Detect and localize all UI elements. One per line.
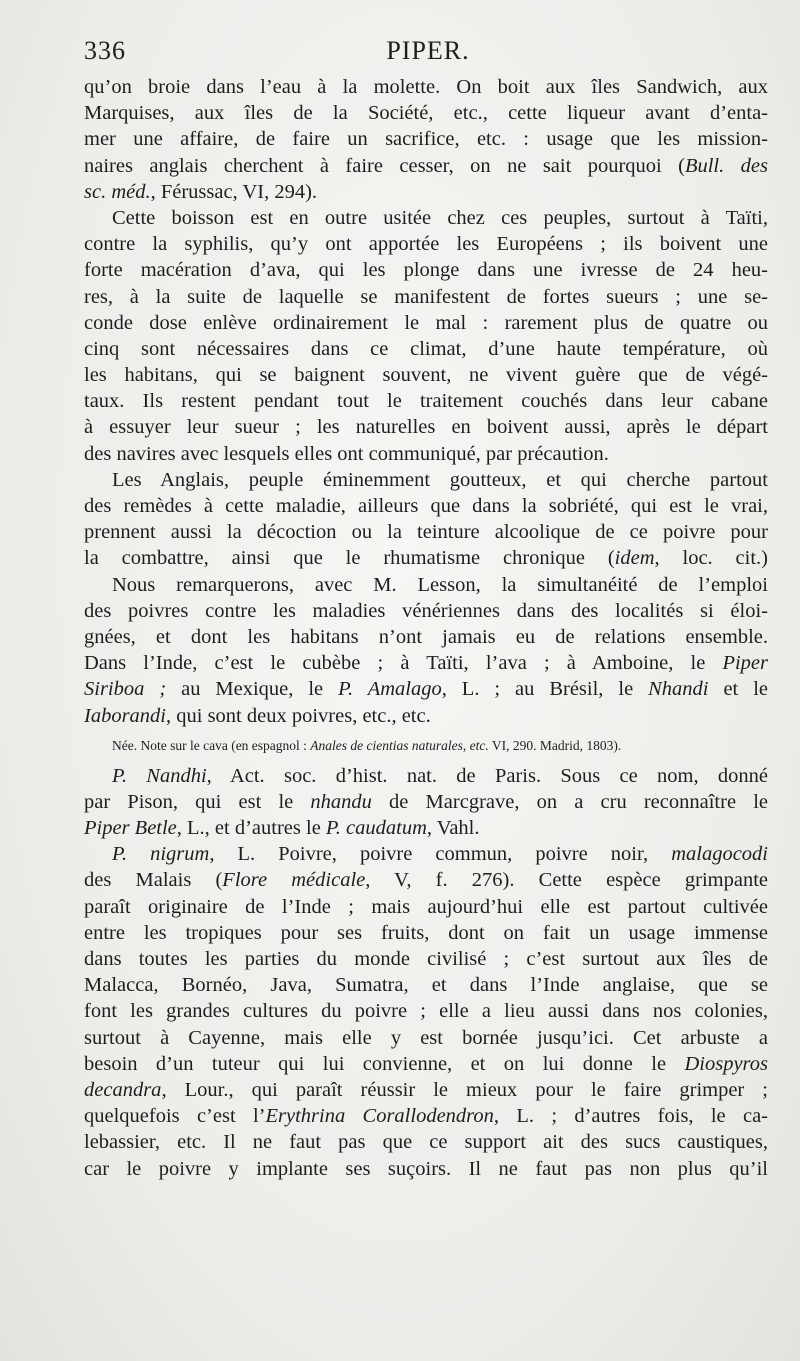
text-run: forte macération d’ava, qui les plonge dans une ivresse de 24 heu- [84,259,768,282]
text-run: conde dose enlève ordinairement le mal : rarement plus de quatre ou [84,311,768,334]
text-run: , loc. cit.) [654,547,768,570]
text-line [84,676,768,702]
text-run: Née. Note sur le cava (en espagnol : [112,737,311,753]
text-line [84,1129,768,1155]
text-line [84,572,768,598]
text-run: Les Anglais, peuple éminemment goutteux, et qui cherche partout [112,468,768,491]
text-line [84,650,768,676]
text-run: besoin d’un tuteur qui lui convienne, et on lui donne le [84,1052,685,1075]
text-line [84,205,768,231]
text-run: et le [708,678,768,701]
italic-run: Anales de cientias naturales [310,737,463,753]
italic-run: Erythrina Corallodendron [265,1105,494,1128]
text-run: mer une affaire, de faire un sacrifice, etc. : usage que les mission- [84,128,768,151]
text-line [84,1051,768,1077]
text-run: des navires avec lesquels elles ont communiqué, par précaution. [84,442,609,465]
text-run: la combattre, ainsi que le rhumatisme chronique ( [84,547,615,570]
text-run: , L. ; d’autres fois, le ca- [493,1105,768,1128]
italic-run: idem [614,547,655,570]
italic-run: Siriboa ; [84,678,167,701]
text-run: de Marcgrave, on a cru reconnaître le [371,790,768,813]
text-run: , V, f. 276). Cette espèce grimpante [365,869,768,892]
text-line [84,894,768,920]
text-run: VI, 290. Madrid, 1803). [488,737,622,753]
text-line [84,126,768,152]
text-run: , Vahl. [426,817,480,840]
text-line [84,763,768,789]
text-line [84,441,768,467]
italic-run: etc. [469,737,489,753]
footnote-reference [84,729,768,763]
text-run: font les grandes cultures du poivre ; elle a lieu aussi dans nos colonies, [84,1000,768,1023]
text-line [84,100,768,126]
text-run: cinq sont nécessaires dans ce climat, d’une haute température, où [84,337,768,360]
page-number: 336 [84,36,126,65]
text-line [84,998,768,1024]
text-line [84,867,768,893]
text-line [84,257,768,283]
text-line [84,703,768,729]
text-run: , L. Poivre, poivre commun, poivre noir, [209,843,672,866]
italic-run: Piper [722,652,768,675]
italic-run: Bull. des [684,154,768,177]
italic-run: Piper Betle [84,817,177,840]
text-run: , Lour., qui paraît réussir le mieux pour le faire grimper ; [161,1078,768,1101]
text-line [84,789,768,815]
text-run: quelquefois c’est l’ [84,1105,266,1128]
text-line [84,388,768,414]
text-line [84,519,768,545]
page-header [84,36,772,76]
italic-run: Flore médicale [222,869,366,892]
text-line [84,493,768,519]
text-run: gnées, et dont les habitans n’ont jamais eu de relations ensemble. [84,625,768,648]
text-line [84,336,768,362]
text-line [84,1156,768,1182]
italic-run: decandra [84,1078,162,1101]
text-line [84,598,768,624]
text-line [84,362,768,388]
text-line [84,179,768,205]
text-run: , [462,737,470,753]
text-line [84,841,768,867]
text-line [84,231,768,257]
italic-run: P. nigrum [112,843,210,866]
text-line [84,815,768,841]
text-run: , L., et d’autres le [176,817,326,840]
text-run: Dans l’Inde, c’est le cubèbe ; à Taïti, l’ava ; à Amboine, le [84,652,723,675]
text-run: par Pison, qui est le [84,790,311,813]
text-line [84,972,768,998]
text-run: , L. ; au Brésil, le [441,678,649,701]
text-line [84,467,768,493]
text-run: des poivres contre les maladies vénériennes dans des localités si éloi- [84,599,768,622]
text-run: res, à la suite de laquelle se manifestent de fortes sueurs ; une se- [84,285,768,308]
text-run: Nous remarquerons, avec M. Lesson, la simultanéité de l’emploi [112,573,768,596]
italic-run: Diospyros [684,1052,768,1075]
text-run: Marquises, aux îles de la Société, etc., cette liqueur avant d’enta- [84,102,768,125]
text-line [84,1077,768,1103]
text-run: taux. Ils restent pendant tout le traitement couchés dans leur cabane [84,390,768,413]
text-run: les habitans, qui se baignent souvent, ne vivent guère que de végé- [84,364,768,387]
text-run: des Malais ( [84,869,223,892]
text-run: dans toutes les parties du monde civilisé ; c’est surtout aux îles de [84,948,768,970]
text-line [84,946,768,972]
text-line [84,1025,768,1051]
text-run: paraît originaire de l’Inde ; mais aujourd’hui elle est partout cultivée [84,895,768,918]
text-run: des remèdes à cette maladie, ailleurs que dans la sobriété, qui est le vrai, [84,495,768,517]
text-line [84,310,768,336]
italic-run: P. Nandhi [112,764,207,787]
italic-run: P. Amalago [338,678,442,701]
text-run: , qui sont deux poivres, etc., etc. [166,704,431,727]
text-run: prennent aussi la décoction ou la teinture alcoolique de ce poivre pour [84,521,768,544]
text-run: surtout à Cayenne, mais elle y est bornée jusqu’ici. Cet arbuste a [84,1026,768,1049]
italic-run: nhandu [310,790,372,813]
text-run: entre les tropiques pour ses fruits, dont on fait un usage immense [84,921,768,944]
text-line [84,74,768,100]
text-run: lebassier, etc. Il ne faut pas que ce support ait des sucs caustiques, [84,1131,768,1154]
text-run: qu’on broie dans l’eau à la molette. On boit aux îles Sandwich, aux [84,76,768,98]
text-run: car le poivre y implante ses suçoirs. Il ne faut pas non plus qu’il [84,1157,768,1180]
body-text [84,74,768,1182]
text-line [84,153,768,179]
text-line [84,545,768,571]
text-run: Cette boisson est en outre usitée chez ces peuples, surtout à Taïti, [112,206,768,229]
italic-run: Nhandi [648,678,709,701]
text-run: naires anglais cherchent à faire cesser, on ne sait pourquoi ( [84,154,685,177]
text-line [84,284,768,310]
text-line [84,624,768,650]
italic-run: sc. méd. [84,180,151,203]
text-run: , Férussac, VI, 294). [150,180,318,203]
text-line [84,414,768,440]
running-head: PIPER. [386,36,470,65]
italic-run: Iaborandi [84,704,166,727]
text-run: au Mexique, le [166,678,339,701]
text-run: à essuyer leur sueur ; les naturelles en boivent aussi, après le départ [84,416,768,439]
text-line [84,1103,768,1129]
text-run: contre la syphilis, qu’y ont apportée les Européens ; ils boivent une [84,233,768,256]
text-run: , Act. soc. d’hist. nat. de Paris. Sous ce nom, donné [206,764,768,787]
italic-run: P. caudatum [325,817,427,840]
italic-run: malagocodi [671,843,768,866]
text-line [84,920,768,946]
text-run: Malacca, Bornéo, Java, Sumatra, et dans l’Inde anglaise, que se [84,974,768,997]
